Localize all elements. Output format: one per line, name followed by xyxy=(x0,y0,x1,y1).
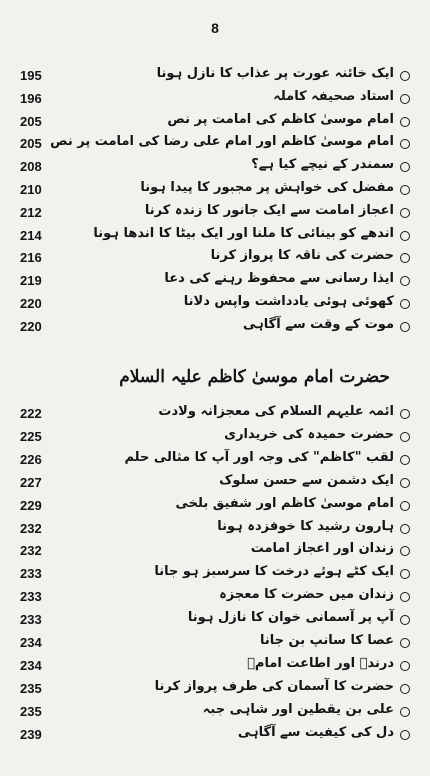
toc-title: حضرت کی ناقہ کا پرواز کرنا xyxy=(210,248,394,264)
toc-entry[interactable] xyxy=(0,450,430,472)
toc-page-number: 235 xyxy=(20,703,42,719)
toc-page-number: 210 xyxy=(20,182,42,197)
toc-entry[interactable] xyxy=(0,610,430,632)
circle-bullet-icon xyxy=(400,638,410,648)
toc-title: حضرت حمیدہ کی خریداری xyxy=(224,426,394,442)
circle-bullet-icon xyxy=(400,322,410,332)
circle-bullet-icon xyxy=(400,299,410,309)
toc-page-number: 216 xyxy=(20,250,42,266)
toc-title: استاد صحیفہ کاملہ xyxy=(273,88,394,104)
toc-title: علی بن یقطین اور شاہی جبہ xyxy=(202,701,394,717)
circle-bullet-icon xyxy=(400,546,410,556)
toc-entry[interactable] xyxy=(0,404,430,426)
toc-page-number: 220 xyxy=(20,296,42,311)
circle-bullet-icon xyxy=(400,253,410,263)
toc-entry[interactable] xyxy=(0,725,430,747)
circle-bullet-icon xyxy=(400,478,410,488)
toc-title: درندے اور اطاعت امامؑ xyxy=(247,655,394,671)
toc-title: دل کی کیفیت سے آگاہی xyxy=(237,724,394,740)
toc-entry[interactable] xyxy=(0,679,430,701)
toc-page-number: 208 xyxy=(20,159,42,175)
toc-entry[interactable] xyxy=(0,519,430,541)
toc-page-number: 229 xyxy=(20,497,42,513)
toc-page-number: 196 xyxy=(20,90,42,106)
toc-entry[interactable] xyxy=(0,89,430,111)
toc-entry[interactable] xyxy=(0,180,430,202)
circle-bullet-icon xyxy=(400,117,410,127)
toc-title: حضرت کا آسمان کی طرف پرواز کرنا xyxy=(154,678,394,694)
circle-bullet-icon xyxy=(400,139,410,149)
toc-title: سمندر کے نیچے کیا ہے؟ xyxy=(251,157,394,173)
toc-entry[interactable] xyxy=(0,496,430,518)
circle-bullet-icon xyxy=(400,94,410,104)
circle-bullet-icon xyxy=(400,162,410,172)
circle-bullet-icon xyxy=(400,432,410,442)
toc-page-number: 234 xyxy=(20,635,42,650)
toc-entry[interactable] xyxy=(0,112,430,134)
toc-entry[interactable] xyxy=(0,427,430,449)
toc-page-number: 232 xyxy=(20,543,42,559)
toc-title: مفضل کی خواہش پر مجبور کا پیدا ہونا xyxy=(140,180,394,195)
circle-bullet-icon xyxy=(400,185,410,195)
circle-bullet-icon xyxy=(400,409,410,419)
toc-page-number: 239 xyxy=(20,726,42,742)
toc-entry[interactable] xyxy=(0,294,430,316)
toc-page-number: 220 xyxy=(20,318,42,334)
toc-entry[interactable] xyxy=(0,633,430,655)
toc-entry[interactable] xyxy=(0,157,430,179)
circle-bullet-icon xyxy=(400,730,410,740)
toc-entry[interactable] xyxy=(0,541,430,563)
toc-page-number: 205 xyxy=(20,136,42,152)
toc-page-number: 232 xyxy=(20,520,42,536)
toc-title: ایک کٹے ہوئے درخت کا سرسبز ہو جانا xyxy=(154,564,394,580)
toc-entry[interactable] xyxy=(0,248,430,270)
circle-bullet-icon xyxy=(400,276,410,286)
toc-title: لقب "کاظم" کی وجہ اور آپ کا مثالی حلم xyxy=(124,449,394,465)
toc-entry[interactable] xyxy=(0,226,430,248)
toc-title: اندھے کو بینائی کا ملنا اور ایک بیٹا کا اندھا ہونا xyxy=(93,225,394,241)
toc-page-number: 235 xyxy=(20,680,42,696)
page-number: 8 xyxy=(211,20,219,36)
circle-bullet-icon xyxy=(400,707,410,717)
toc-entry[interactable] xyxy=(0,564,430,586)
toc-title: امام موسیٰ کاظم کی امامت پر نص xyxy=(167,111,394,127)
section-heading: حضرت امام موسیٰ کاظم علیہ السلام xyxy=(119,367,390,387)
toc-page-number: 195 xyxy=(20,68,42,83)
toc-entry[interactable] xyxy=(0,203,430,225)
circle-bullet-icon xyxy=(400,524,410,534)
toc-page-number: 233 xyxy=(20,612,42,628)
toc-page-number: 226 xyxy=(20,451,42,467)
toc-page-number: 227 xyxy=(20,474,42,490)
toc-title: ہارون رشید کا خوفزدہ ہونا xyxy=(217,518,394,534)
toc-entry[interactable] xyxy=(0,656,430,678)
toc-page-number: 212 xyxy=(20,204,42,220)
toc-title: ایک دشمن سے حسن سلوک xyxy=(219,472,394,488)
circle-bullet-icon xyxy=(400,501,410,511)
circle-bullet-icon xyxy=(400,661,410,671)
toc-title: امام موسیٰ کاظم اور امام علی رضا کی امامت پر نص xyxy=(50,134,394,150)
toc-page-number: 205 xyxy=(20,113,42,129)
toc-entry[interactable] xyxy=(0,473,430,495)
toc-title: زندان اور اعجاز امامت xyxy=(250,541,394,557)
toc-title: ایک خائنہ عورت پر عذاب کا نازل ہونا xyxy=(156,66,394,81)
circle-bullet-icon xyxy=(400,208,410,218)
toc-page-number: 214 xyxy=(20,227,42,243)
toc-title: آپ پر آسمانی خوان کا نازل ہونا xyxy=(187,610,394,626)
toc-entry[interactable] xyxy=(0,66,430,88)
circle-bullet-icon xyxy=(400,455,410,465)
toc-title: اعجاز امامت سے ایک جانور کا زندہ کرنا xyxy=(144,202,394,218)
toc-entry[interactable] xyxy=(0,134,430,156)
toc-title: کھوئی ہوئی یادداشت واپس دلانا xyxy=(183,294,394,309)
circle-bullet-icon xyxy=(400,569,410,579)
toc-page-number: 225 xyxy=(20,428,42,444)
circle-bullet-icon xyxy=(400,71,410,81)
toc-title: ائمہ علیہم السلام کی معجزانہ ولادت xyxy=(158,404,394,419)
toc-title: ایذا رسانی سے محفوظ رہنے کی دعا xyxy=(164,271,394,287)
circle-bullet-icon xyxy=(400,615,410,625)
toc-page-number: 219 xyxy=(20,273,42,289)
toc-page-number: 234 xyxy=(20,657,42,673)
toc-page-number: 222 xyxy=(20,406,42,421)
toc-page-number: 233 xyxy=(20,566,42,582)
toc-entry[interactable] xyxy=(0,317,430,339)
toc-entry[interactable] xyxy=(0,271,430,293)
toc-title: عصا کا سانپ بن جانا xyxy=(259,633,394,648)
toc-title: زندان میں حضرت کا معجزہ xyxy=(219,587,394,603)
toc-title: امام موسیٰ کاظم اور شفیق بلخی xyxy=(175,495,394,511)
circle-bullet-icon xyxy=(400,684,410,694)
circle-bullet-icon xyxy=(400,592,410,602)
toc-entry[interactable] xyxy=(0,702,430,724)
toc-page-number: 233 xyxy=(20,589,42,605)
toc-title: موت کے وقت سے آگاہی xyxy=(243,316,394,332)
circle-bullet-icon xyxy=(400,231,410,241)
toc-entry[interactable] xyxy=(0,587,430,609)
